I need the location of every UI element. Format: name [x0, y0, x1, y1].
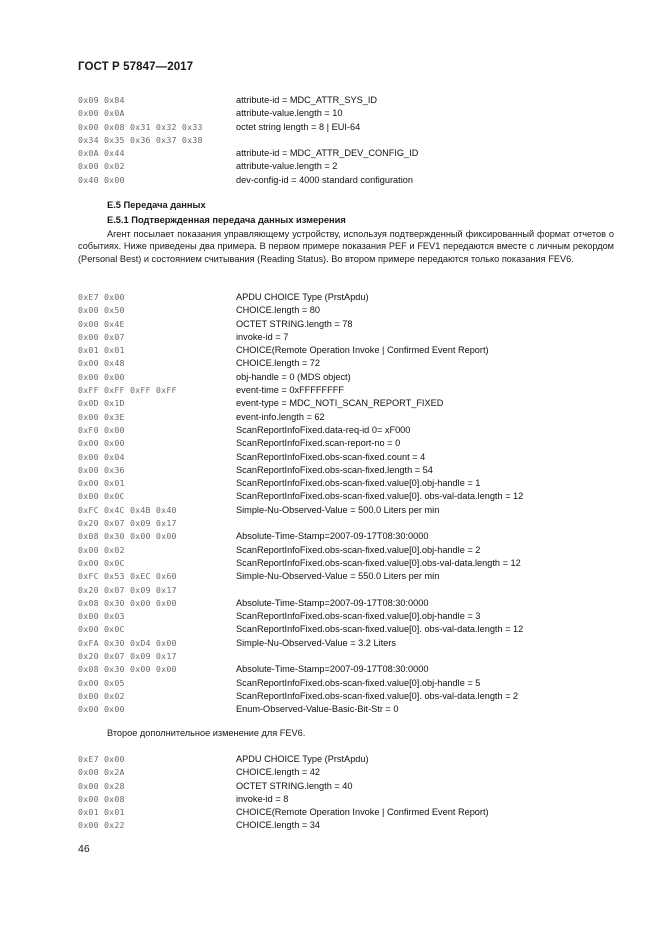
hex-bytes: 0x00 0x36	[78, 464, 125, 475]
hex-bytes: 0x00 0x0C	[78, 557, 125, 568]
page-number: 46	[78, 843, 90, 855]
field-description: ScanReportInfoFixed.data-req-id 0= xF000	[236, 424, 411, 435]
field-description: CHOICE(Remote Operation Invoke | Confirmed Event Report)	[236, 345, 489, 356]
hex-bytes: 0x20 0x07 0x09 0x17	[78, 584, 177, 595]
section-paragraph	[78, 228, 614, 265]
hex-bytes: 0x34 0x35 0x36 0x37 0x38	[78, 134, 203, 145]
hex-bytes: 0x00 0x00	[78, 704, 125, 715]
field-description: OCTET STRING.length = 78	[236, 318, 353, 329]
hex-bytes: 0xE7 0x00	[78, 292, 125, 302]
hex-bytes: 0x0A 0x44	[78, 148, 125, 159]
hex-bytes: 0x00 0x0C	[78, 624, 125, 635]
hex-bytes: 0x01 0x01	[78, 807, 125, 818]
field-description: Simple-Nu-Observed-Value = 550.0 Liters per min	[236, 571, 440, 582]
hex-bytes: 0x00 0x00	[78, 371, 125, 382]
field-description: CHOICE.length = 34	[236, 820, 321, 831]
hex-bytes: 0xFA 0x30 0xD4 0x00	[78, 637, 177, 648]
hex-bytes: 0x00 0x3E	[78, 411, 125, 422]
field-description: event-time = 0xFFFFFFFF	[236, 385, 344, 396]
hex-bytes: 0xE7 0x00	[78, 754, 125, 764]
hex-bytes: 0x00 0x4E	[78, 318, 125, 329]
field-description: ScanReportInfoFixed.obs-scan-fixed.length = 54	[236, 464, 433, 475]
hex-bytes: 0x00 0x0A	[78, 108, 125, 119]
field-description: octet string length = 8 | EUI-64	[236, 121, 361, 132]
field-description: CHOICE.length = 72	[236, 358, 321, 369]
field-description: ScanReportInfoFixed.obs-scan-fixed.value[0]. obs-val-data.length = 2	[236, 690, 519, 701]
field-description: attribute-value.length = 10	[236, 108, 343, 119]
field-description: Absolute-Time-Stamp=2007-09-17T08:30:0000	[236, 664, 429, 675]
hex-bytes: 0x00 0x2A	[78, 767, 125, 778]
hex-bytes: 0x00 0x28	[78, 780, 125, 791]
hex-bytes: 0x00 0x02	[78, 161, 125, 172]
hex-bytes: 0x08 0x30 0x00 0x00	[78, 597, 177, 608]
field-description: CHOICE(Remote Operation Invoke | Confirmed Event Report)	[236, 807, 489, 818]
hex-bytes: 0x00 0x00	[78, 438, 125, 449]
field-description: APDU CHOICE Type (PrstApdu)	[236, 292, 369, 302]
field-description: CHOICE.length = 80	[236, 305, 321, 316]
field-description: event-type = MDC_NOTI_SCAN_REPORT_FIXED	[236, 398, 444, 409]
hex-bytes: 0x00 0x05	[78, 677, 125, 688]
hex-bytes: 0x00 0x08	[78, 793, 125, 804]
hex-bytes: 0x00 0x02	[78, 544, 125, 555]
field-description: Simple-Nu-Observed-Value = 3.2 Liters	[236, 637, 396, 648]
hex-bytes: 0x00 0x50	[78, 305, 125, 316]
field-description: attribute-id = MDC_ATTR_DEV_CONFIG_ID	[236, 148, 419, 159]
field-description: ScanReportInfoFixed.obs-scan-fixed.value[0]. obs-val-data.length = 12	[236, 624, 524, 635]
hex-bytes: 0xFF 0xFF 0xFF 0xFF	[78, 385, 177, 396]
hex-bytes: 0x08 0x30 0x00 0x00	[78, 664, 177, 675]
field-description: CHOICE.length = 42	[236, 767, 321, 778]
hex-bytes: 0x01 0x01	[78, 345, 125, 356]
hex-bytes: 0x00 0x0C	[78, 491, 125, 502]
hex-bytes: 0x20 0x07 0x09 0x17	[78, 518, 177, 529]
field-description: Enum-Observed-Value-Basic-Bit-Str = 0	[236, 704, 399, 715]
section-heading: Е.5 Передача данных	[107, 200, 206, 210]
field-description: ScanReportInfoFixed.obs-scan-fixed.value[0].obj-handle = 3	[236, 611, 481, 622]
field-description: Simple-Nu-Observed-Value = 500.0 Liters per min	[236, 504, 440, 515]
hex-bytes: 0x00 0x03	[78, 611, 125, 622]
field-description: attribute-id = MDC_ATTR_SYS_ID	[236, 95, 378, 105]
field-description: ScanReportInfoFixed.obs-scan-fixed.value[0].obs-val-data.length = 12	[236, 557, 521, 568]
field-description: ScanReportInfoFixed.obs-scan-fixed.count = 4	[236, 451, 426, 462]
field-description: obj-handle = 0 (MDS object)	[236, 371, 351, 382]
hex-bytes: 0xFC 0x4C 0x4B 0x40	[78, 504, 177, 515]
section-paragraph-text: Агент посылает показания управляющему устройству, используя подтвержденный фиксированный формат отчетов о событиях. Ниже приведены два примера. В первом примере показания PEF и FEV1 передаются вместе с личным рекордом (Personal Best) и состоянием считывания (Reading Status). Во втором примере передаются только показания FEV6.	[78, 229, 614, 264]
field-description: Absolute-Time-Stamp=2007-09-17T08:30:0000	[236, 597, 429, 608]
field-description: Absolute-Time-Stamp=2007-09-17T08:30:0000	[236, 531, 429, 542]
document-header-title: ГОСТ Р 57847—2017	[78, 61, 194, 73]
hex-bytes: 0x00 0x04	[78, 451, 125, 462]
field-description: invoke-id = 7	[236, 331, 289, 342]
hex-bytes: 0x00 0x08 0x31 0x32 0x33	[78, 121, 203, 132]
field-description: invoke-id = 8	[236, 793, 289, 804]
field-description: ScanReportInfoFixed.scan-report-no = 0	[236, 438, 401, 449]
hex-bytes: 0x20 0x07 0x09 0x17	[78, 651, 177, 662]
subsection-heading: Е.5.1 Подтвержденная передача данных измерения	[107, 215, 346, 225]
hex-bytes: 0x00 0x48	[78, 358, 125, 369]
field-description: ScanReportInfoFixed.obs-scan-fixed.value[0].obj-handle = 2	[236, 544, 481, 555]
field-description: attribute-value.length = 2	[236, 161, 338, 172]
second-example-note: Второе дополнительное изменение для FEV6.	[107, 728, 306, 738]
field-description: ScanReportInfoFixed.obs-scan-fixed.value[0]. obs-val-data.length = 12	[236, 491, 524, 502]
field-description: APDU CHOICE Type (PrstApdu)	[236, 754, 369, 764]
field-description: ScanReportInfoFixed.obs-scan-fixed.value[0].obj-handle = 5	[236, 677, 481, 688]
hex-bytes: 0xF0 0x00	[78, 424, 125, 435]
hex-bytes: 0x08 0x30 0x00 0x00	[78, 531, 177, 542]
hex-bytes: 0x00 0x02	[78, 690, 125, 701]
field-description: OCTET STRING.length = 40	[236, 780, 353, 791]
hex-bytes: 0x00 0x22	[78, 820, 125, 831]
field-description: dev-config-id = 4000 standard configuration	[236, 174, 413, 185]
hex-bytes: 0x40 0x00	[78, 174, 125, 185]
hex-bytes: 0x00 0x01	[78, 478, 125, 489]
hex-bytes: 0x09 0x84	[78, 95, 125, 105]
hex-bytes: 0x00 0x07	[78, 331, 125, 342]
hex-bytes: 0xFC 0x53 0xEC 0x60	[78, 571, 177, 582]
field-description: event-info.length = 62	[236, 411, 325, 422]
hex-bytes: 0x0D 0x1D	[78, 398, 125, 409]
field-description: ScanReportInfoFixed.obs-scan-fixed.value[0].obj-handle = 1	[236, 478, 481, 489]
